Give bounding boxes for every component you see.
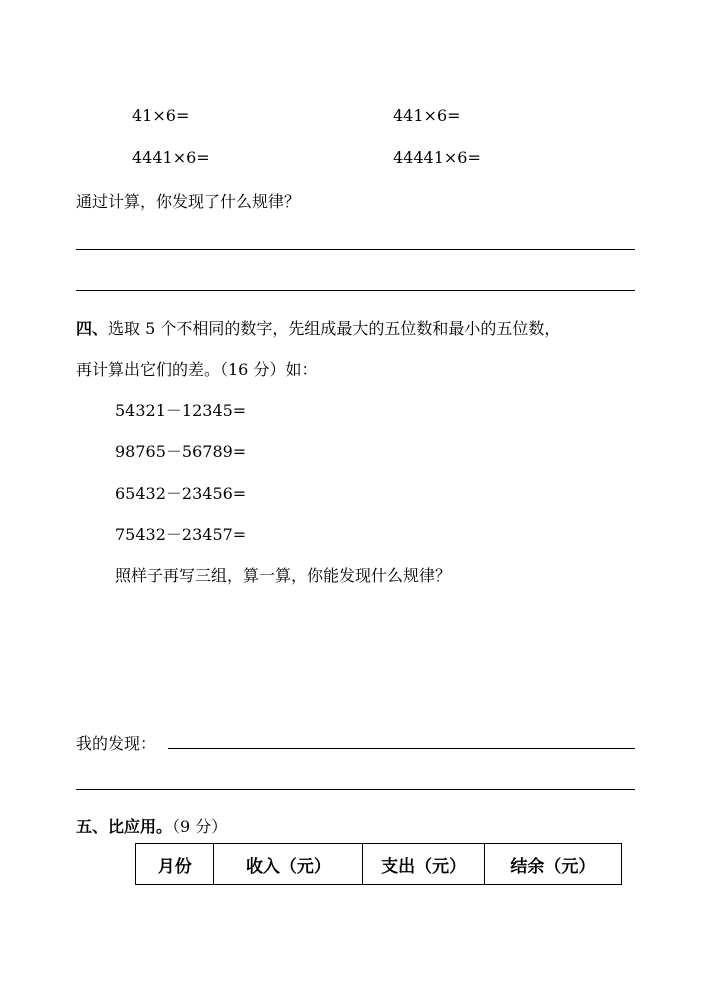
budget-table <box>135 843 622 885</box>
finding-label: 我的发现： <box>76 734 157 753</box>
section-four-number: 四、 <box>76 319 109 338</box>
example-equation-3: 65432－23456= <box>115 484 247 503</box>
finding-line-2 <box>76 789 635 790</box>
pattern-question: 通过计算，你发现了什么规律？ <box>76 192 301 211</box>
answer-line-1 <box>76 249 635 250</box>
instruction-text: 照样子再写三组，算一算，你能发现什么规律？ <box>115 566 452 585</box>
example-equation-4: 75432－23457= <box>115 525 247 544</box>
example-equation-2: 98765－56789= <box>115 442 247 461</box>
section-five-title: 五、比应用。 <box>76 817 173 836</box>
equation-4441x6: 4441×6= <box>132 148 210 167</box>
section-four-heading-line2: 再计算出它们的差。（16 分）如： <box>76 360 318 379</box>
example-equation-1: 54321－12345= <box>115 401 247 420</box>
finding-line-1 <box>168 748 635 749</box>
equation-41x6: 41×6= <box>132 106 190 125</box>
section-five-heading <box>76 814 227 837</box>
header-month: 月份 <box>136 844 214 885</box>
section-five-score: （9 分） <box>172 817 228 836</box>
header-income: 收入（元） <box>214 844 363 885</box>
answer-line-2 <box>76 290 635 291</box>
section-four-heading-text: 选取 5 个不相同的数字，先组成最大的五位数和最小的五位数， <box>108 319 561 338</box>
equation-441x6: 441×6= <box>393 106 461 125</box>
equation-44441x6: 44441×6= <box>393 148 481 167</box>
header-expense: 支出（元） <box>363 844 484 885</box>
section-four-heading <box>76 316 560 339</box>
header-balance: 结余（元） <box>484 844 621 885</box>
table-header-row <box>136 844 622 885</box>
